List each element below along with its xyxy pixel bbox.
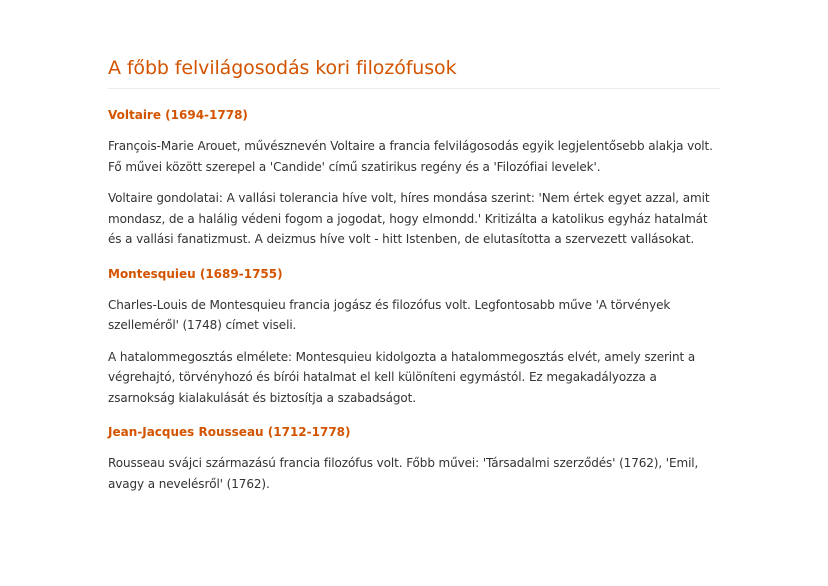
section-paragraph: Rousseau svájci származású francia filozófus volt. Főbb művei: 'Társadalmi szerződés' (1762), 'Emil, avagy a nevelésről' (1762). xyxy=(108,456,699,491)
section-paragraph: A hatalommegosztás elmélete: Montesquieu kidolgozta a hatalommegosztás elvét, amely szerint a végrehajtó, törvényhozó és bírói hatalmat el kell különíteni egymástól. Ez megakadályozza a zsarnokság kialakulását és biztosítja a szabadságot. xyxy=(108,349,696,405)
article xyxy=(108,54,722,494)
section-paragraph: Voltaire gondolatai: A vallási tolerancia híve volt, híres mondása szerint: 'Nem értek egyet azzal, amit mondasz, de a halálig védeni fogom a jogodat, hogy elmondd.' Kritizálta a katolikus egyház hatalmát és a vallási fanatizmust. A deizmus híve volt - hitt Istenben, de elutasította a szervezett vallásokat. xyxy=(108,191,710,246)
title-divider xyxy=(108,88,720,89)
section-montesquieu xyxy=(108,265,722,409)
section-rousseau xyxy=(108,423,722,494)
page-title: A főbb felvilágosodás kori filozófusok xyxy=(108,57,457,79)
section-paragraph: François-Marie Arouet, művésznevén Voltaire a francia felvilágosodás egyik legjelentősebb alakja volt. Fő művei között szerepel a 'Candide' című szatirikus regény és a 'Filozófiai levelek'. xyxy=(108,139,713,174)
section-heading: Jean-Jacques Rousseau (1712-1778) xyxy=(108,425,351,439)
section-voltaire xyxy=(108,106,722,250)
section-heading: Voltaire (1694-1778) xyxy=(108,108,248,122)
section-paragraph: Charles-Louis de Montesquieu francia jogász és filozófus volt. Legfontosabb műve 'A törvények szelleméről' (1748) címet viseli. xyxy=(108,297,671,332)
section-heading: Montesquieu (1689-1755) xyxy=(108,266,283,281)
